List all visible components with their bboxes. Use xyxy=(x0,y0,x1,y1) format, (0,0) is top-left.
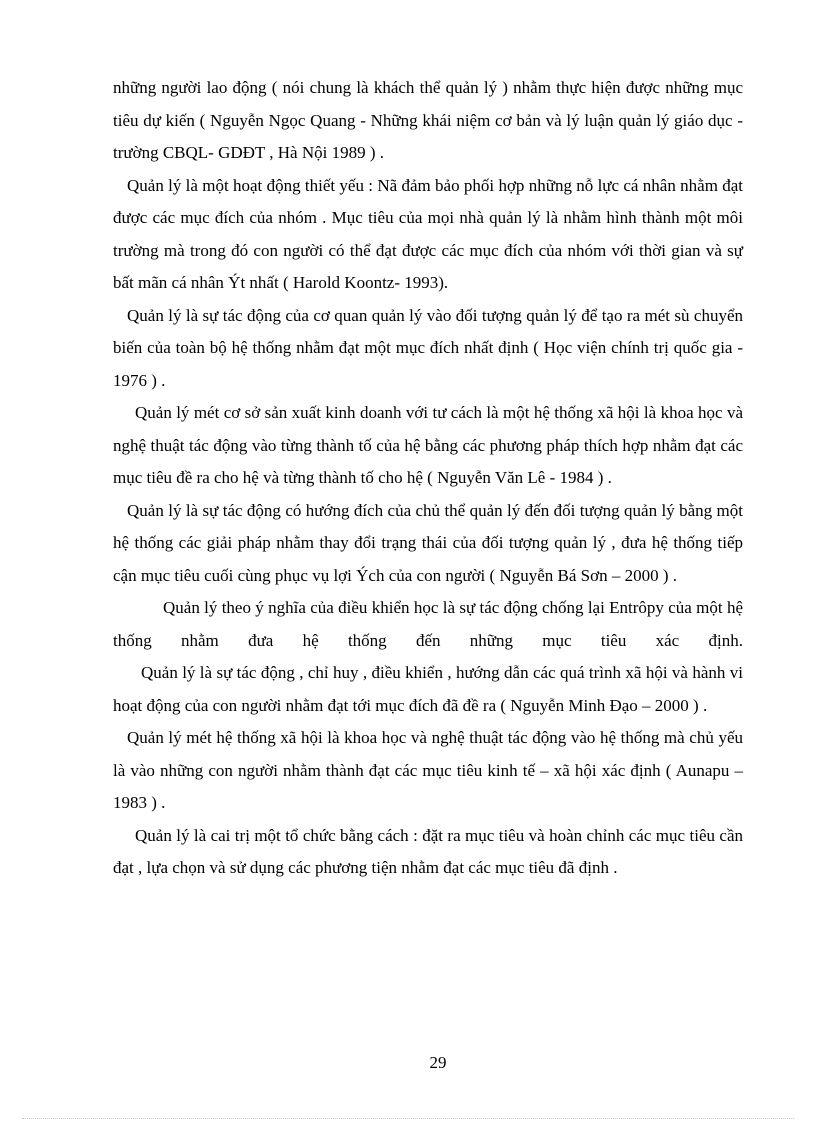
paragraph-7: Quản lý là sự tác động , chỉ huy , điều khiển , hướng dẫn các quá trình xã hội và hành vi hoạt động của con người nhằm đạt tới mục đích đã đề ra ( Nguyễn Minh Đạo – 2000 ) . xyxy=(113,663,743,715)
paragraph-8: Quản lý mét hệ thống xã hội là khoa học và nghệ thuật tác động vào hệ thống mà chủ yếu là vào những con người nhằm thành đạt các mục tiêu kinh tế – xã hội xác định ( Aunapu – 1983 ) . xyxy=(113,728,743,812)
page-number: 29 xyxy=(429,1053,447,1072)
body-text xyxy=(113,72,743,885)
paragraph-3: Quản lý là sự tác động của cơ quan quản lý vào đối tượng quản lý để tạo ra mét sù chuyển biến của toàn bộ hệ thống nhằm đạt một mục đích nhất định ( Học viện chính trị quốc gia - 1976 ) . xyxy=(113,305,743,390)
paragraph-9: Quản lý là cai trị một tổ chức bằng cách : đặt ra mục tiêu và hoàn chỉnh các mục tiêu cần đạt , lựa chọn và sử dụng các phương tiện nhằm đạt các mục tiêu đã định . xyxy=(113,825,743,877)
paragraph-4: Quản lý mét cơ sở sản xuất kinh doanh với tư cách là một hệ thống xã hội là khoa học và nghệ thuật tác động vào từng thành tố của hệ bằng các phương pháp thích hợp nhằm đạt các mục tiêu đề ra cho hệ và từng thành tố cho hệ ( Nguyễn Văn Lê - 1984 ) . xyxy=(113,403,743,487)
paragraph-5: Quản lý là sự tác động có hướng đích của chủ thể quản lý đến đối tượng quản lý bằng một hệ thống các giải pháp nhằm thay đổi trạng thái của đối tượng quản lý , đưa hệ thống tiếp cận mục tiêu cuối cùng phục vụ lợi Ých của con người ( Nguyễn Bá Sơn – 2000 ) . xyxy=(113,500,743,585)
page-bottom-divider xyxy=(22,1118,794,1119)
paragraph-6: Quản lý theo ý nghĩa của điều khiển học là sự tác động chống lại Entrôpy của một hệ thống nhằm đưa hệ thống đến những mục tiêu xác định. xyxy=(113,598,743,650)
paragraph-2: Quản lý là một hoạt động thiết yếu : Nã đảm bảo phối hợp những nỗ lực cá nhân nhằm đạt được các mục đích của nhóm . Mục tiêu của mọi nhà quản lý là nhằm hình thành một môi trường mà trong đó con người có thể đạt được các mục đích của nhóm với thời gian và sự bất mãn cá nhân Ýt nhất ( Harold Koontz- 1993). xyxy=(113,175,743,292)
paragraph-1: những người lao động ( nói chung là khách thể quản lý ) nhằm thực hiện được những mục tiêu dự kiến ( Nguyễn Ngọc Quang - Những khái niệm cơ bản và lý luận quản lý giáo dục - trường CBQL- GDĐT , Hà Nội 1989 ) . xyxy=(113,78,743,162)
